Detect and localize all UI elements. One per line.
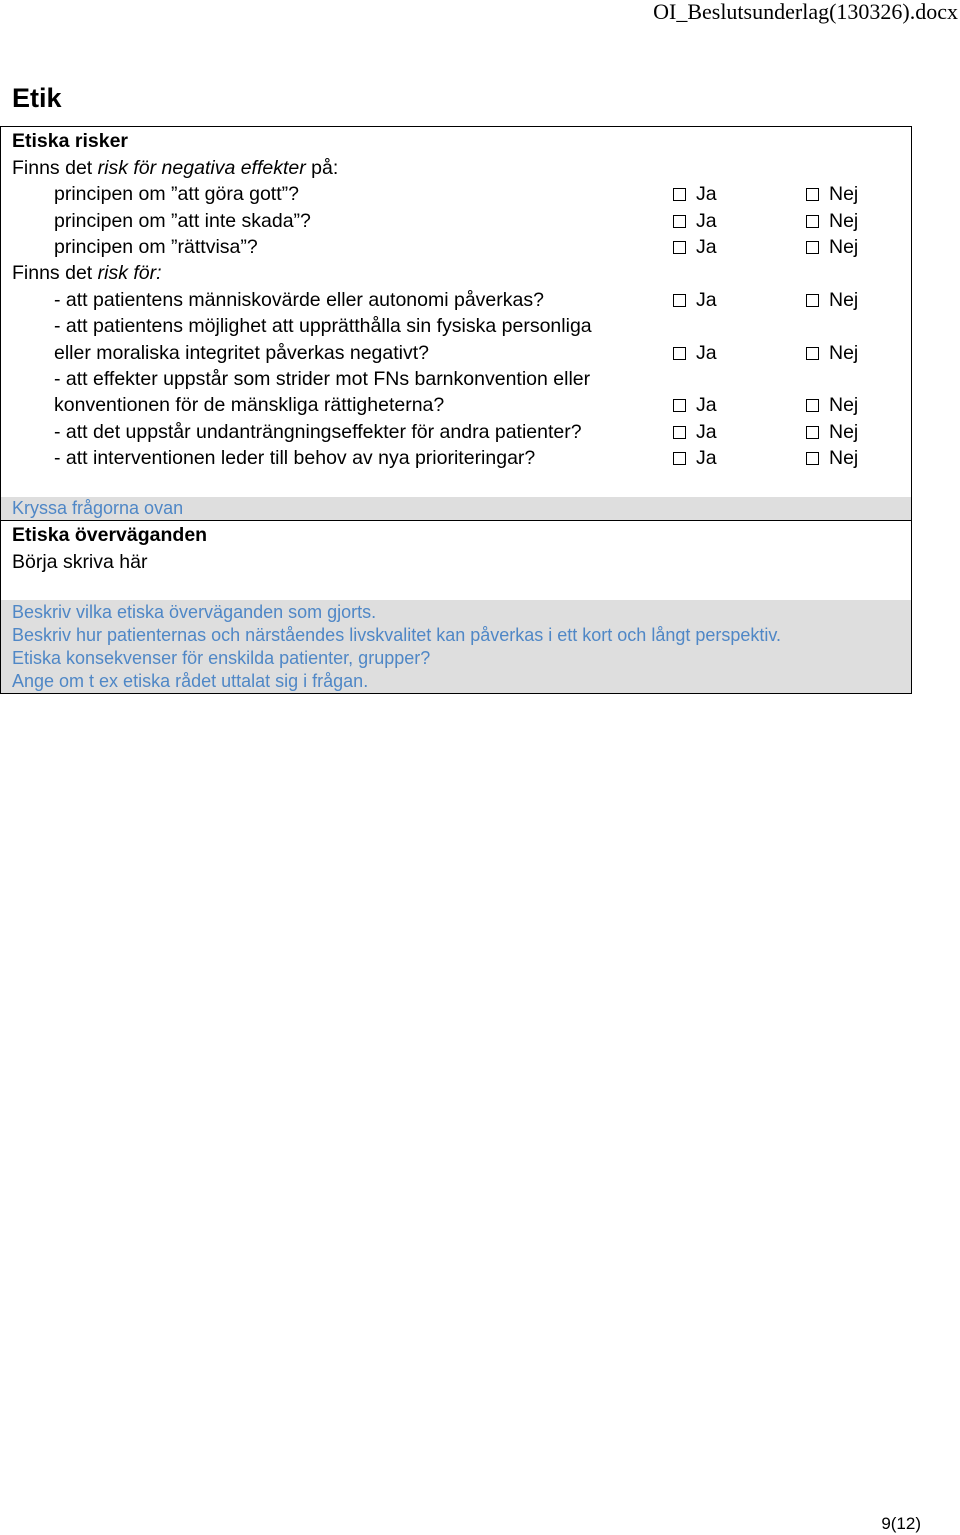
ethics-council-hint: Ange om t ex etiska rådet uttalat sig i frågan. (12, 671, 369, 691)
checkbox-icon (673, 452, 686, 465)
checkbox-ja[interactable]: Ja (673, 234, 717, 260)
checkbox-ja[interactable]: Ja (673, 208, 717, 234)
checkbox-icon (673, 426, 686, 439)
consequences-hint: Etiska konsekvenser för enskilda patienter, grupper? (12, 648, 431, 668)
checkbox-nej[interactable]: Nej (806, 340, 858, 366)
question-integrity-line2: eller moraliska integritet påverkas negativt? (54, 342, 430, 364)
checkbox-icon (673, 347, 686, 360)
checkbox-nej[interactable]: Nej (806, 208, 858, 234)
checkbox-nej[interactable]: Nej (806, 234, 858, 260)
question-conventions-line2: konventionen för de mänskliga rättigheterna? (54, 394, 445, 416)
checkbox-icon (806, 241, 819, 254)
question-principle-no-harm: principen om ”att inte skada”? (54, 210, 311, 232)
page-number: 9(12) (881, 1514, 921, 1533)
checkbox-icon (673, 215, 686, 228)
section-divider (1, 520, 911, 521)
considerations-text-field[interactable]: Börja skriva här (12, 551, 148, 573)
checkbox-ja[interactable]: Ja (673, 392, 717, 418)
checkbox-icon (673, 294, 686, 307)
checkbox-icon (673, 241, 686, 254)
risk-for-intro: Finns det risk för: (12, 262, 162, 284)
checkbox-icon (806, 426, 819, 439)
question-conventions-line1: - att effekter uppstår som strider mot FNs barnkonvention eller (54, 368, 591, 390)
section-title: Etik (12, 83, 62, 113)
checkbox-nej[interactable]: Nej (806, 445, 858, 471)
checkbox-icon (806, 188, 819, 201)
document-filename: OI_Beslutsunderlag(130326).docx (653, 0, 958, 24)
ethical-considerations-heading: Etiska överväganden (12, 524, 208, 546)
ethics-box (0, 126, 912, 694)
risk-intro: Finns det risk för negativa effekter på: (12, 157, 339, 179)
quality-of-life-hint: Beskriv hur patienternas och närståendes livskvalitet kan påverkas i ett kort och långt perspektiv. (12, 625, 782, 645)
question-principle-do-good: principen om ”att göra gott”? (54, 183, 299, 205)
checkbox-ja[interactable]: Ja (673, 445, 717, 471)
question-integrity-line1: - att patientens möjlighet att upprätthålla sin fysiska personliga (54, 315, 592, 337)
question-prioritization: - att interventionen leder till behov av nya prioriteringar? (54, 447, 536, 469)
ethical-risks-heading: Etiska risker (12, 130, 129, 152)
checkbox-icon (806, 347, 819, 360)
question-principle-justice: principen om ”rättvisa”? (54, 236, 258, 258)
check-questions-hint: Kryssa frågorna ovan (12, 498, 184, 518)
checkbox-icon (673, 399, 686, 412)
checkbox-nej[interactable]: Nej (806, 287, 858, 313)
checkbox-ja[interactable]: Ja (673, 287, 717, 313)
considerations-hint: Beskriv vilka etiska överväganden som gjorts. (12, 602, 377, 622)
checkbox-ja[interactable]: Ja (673, 181, 717, 207)
question-displacement: - att det uppstår undanträngningseffekter för andra patienter? (54, 421, 582, 443)
question-dignity-autonomy: - att patientens människovärde eller autonomi påverkas? (54, 289, 544, 311)
checkbox-ja[interactable]: Ja (673, 419, 717, 445)
checkbox-icon (673, 188, 686, 201)
checkbox-nej[interactable]: Nej (806, 181, 858, 207)
checkbox-icon (806, 294, 819, 307)
checkbox-icon (806, 399, 819, 412)
checkbox-ja[interactable]: Ja (673, 340, 717, 366)
checkbox-nej[interactable]: Nej (806, 419, 858, 445)
checkbox-icon (806, 452, 819, 465)
checkbox-nej[interactable]: Nej (806, 392, 858, 418)
checkbox-icon (806, 215, 819, 228)
